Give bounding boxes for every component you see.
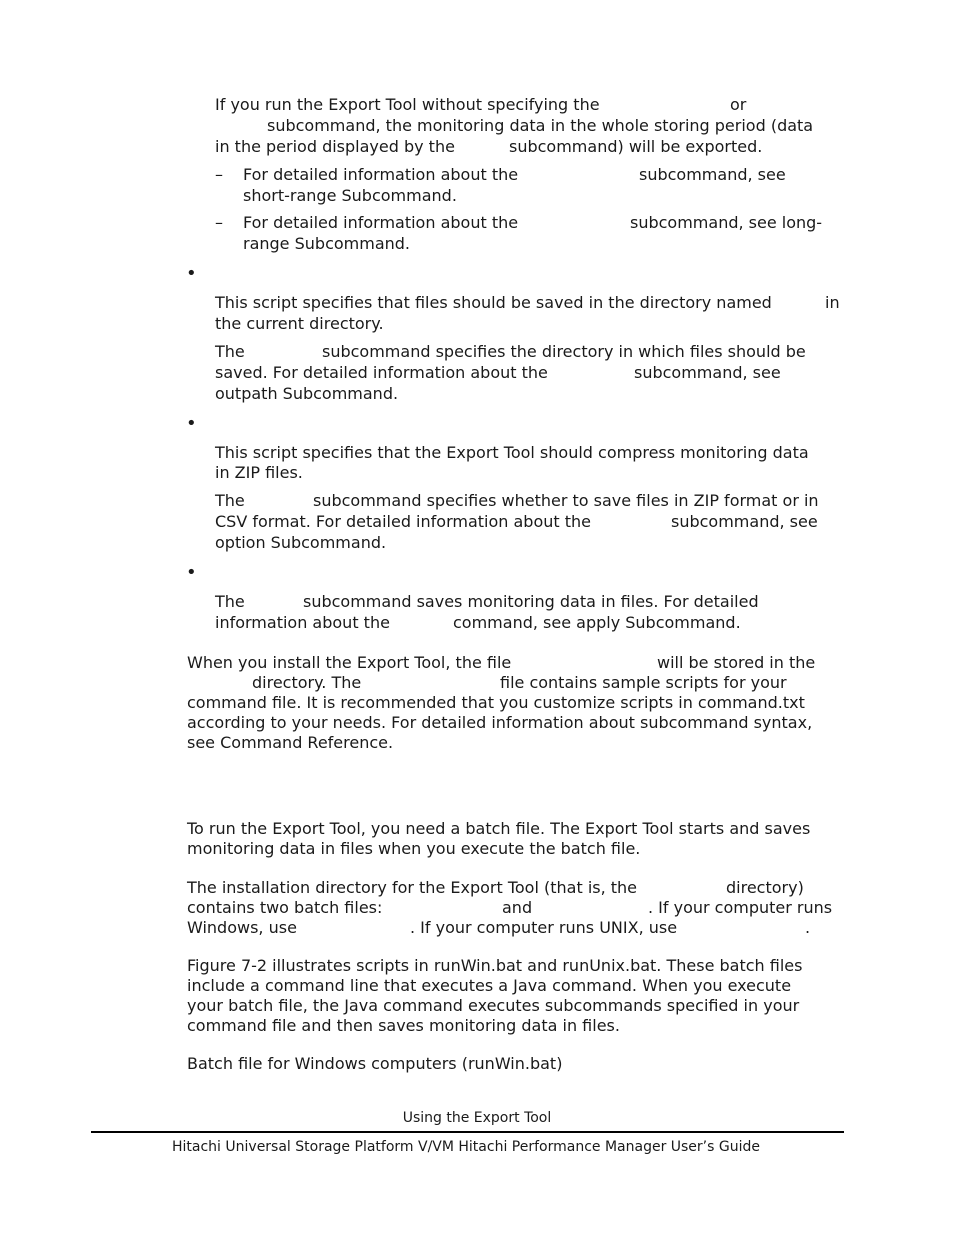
- body-text: according to your needs. For detailed information about subcommand syntax,: [187, 713, 813, 732]
- body-text: in the period displayed by the: [215, 137, 455, 156]
- body-text: command file. It is recommended that you customize scripts in command.txt: [187, 693, 805, 712]
- body-text: saved. For detailed information about the: [215, 363, 548, 382]
- body-text: The: [215, 342, 245, 361]
- body-text: subcommand, see: [671, 512, 818, 531]
- body-text: include a command line that executes a Java command. When you execute: [187, 976, 792, 995]
- body-text: This script specifies that files should be saved in the directory named: [215, 293, 772, 312]
- body-text: will be stored in the: [657, 653, 816, 672]
- list-item-text: For detailed information about the: [243, 213, 519, 232]
- dash-marker: –: [215, 165, 223, 184]
- body-text: or: [730, 95, 747, 114]
- footer-rule: [91, 1131, 844, 1133]
- body-text: subcommand saves monitoring data in files. For detailed: [303, 592, 759, 611]
- body-text: directory): [726, 878, 804, 897]
- body-text: subcommand, see: [634, 363, 781, 382]
- bullet-marker: •: [186, 562, 197, 583]
- body-text: subcommand specifies the directory in which files should be: [322, 342, 806, 361]
- dash-marker: –: [215, 213, 223, 232]
- list-item-text: For detailed information about the: [243, 165, 519, 184]
- body-text: command, see apply Subcommand.: [453, 613, 741, 632]
- list-item-text: range Subcommand.: [243, 234, 411, 253]
- body-text: the current directory.: [215, 314, 384, 333]
- body-text: your batch file, the Java command executes subcommands specified in your: [187, 996, 800, 1015]
- body-text: This script specifies that the Export Tool should compress monitoring data: [215, 443, 809, 462]
- figure-caption-label: Batch file for Windows computers (runWin.bat): [187, 1054, 563, 1073]
- body-text: subcommand specifies whether to save files in ZIP format or in: [313, 491, 819, 510]
- body-text: subcommand) will be exported.: [509, 137, 763, 156]
- body-text: outpath Subcommand.: [215, 384, 399, 403]
- list-item-text: subcommand, see: [639, 165, 786, 184]
- body-text: . If your computer runs: [648, 898, 833, 917]
- body-text: contains two batch files:: [187, 898, 383, 917]
- body-text: . If your computer runs UNIX, use: [410, 918, 678, 937]
- body-text: and: [502, 898, 533, 917]
- body-text: monitoring data in files when you execute the batch file.: [187, 839, 641, 858]
- body-text: command file and then saves monitoring data in files.: [187, 1016, 620, 1035]
- footer-guide-title: Hitachi Universal Storage Platform V/VM Hitachi Performance Manager User’s Guide: [172, 1139, 760, 1155]
- body-text: When you install the Export Tool, the file: [187, 653, 512, 672]
- footer-section-title: Using the Export Tool: [402, 1110, 552, 1126]
- body-text: in ZIP files.: [215, 463, 303, 482]
- body-text: Windows, use: [187, 918, 297, 937]
- bullet-marker: •: [186, 413, 197, 434]
- body-text: see Command Reference.: [187, 733, 394, 752]
- body-text: .: [805, 918, 811, 937]
- body-text: information about the: [215, 613, 390, 632]
- body-text: The installation directory for the Export Tool (that is, the: [187, 878, 638, 897]
- body-text: directory. The: [252, 673, 362, 692]
- list-item-text: short-range Subcommand.: [243, 186, 457, 205]
- list-item-text: subcommand, see long-: [630, 213, 823, 232]
- body-text: in: [825, 293, 840, 312]
- body-text: Figure 7-2 illustrates scripts in runWin.bat and runUnix.bat. These batch files: [187, 956, 803, 975]
- body-text: If you run the Export Tool without specifying the: [215, 95, 600, 114]
- body-text: To run the Export Tool, you need a batch file. The Export Tool starts and saves: [187, 819, 811, 838]
- bullet-marker: •: [186, 263, 197, 284]
- body-text: The: [215, 592, 245, 611]
- body-text: CSV format. For detailed information about the: [215, 512, 591, 531]
- body-text: The: [215, 491, 245, 510]
- body-text: file contains sample scripts for your: [500, 673, 787, 692]
- body-text: option Subcommand.: [215, 533, 387, 552]
- body-text: subcommand, the monitoring data in the whole storing period (data: [267, 116, 814, 135]
